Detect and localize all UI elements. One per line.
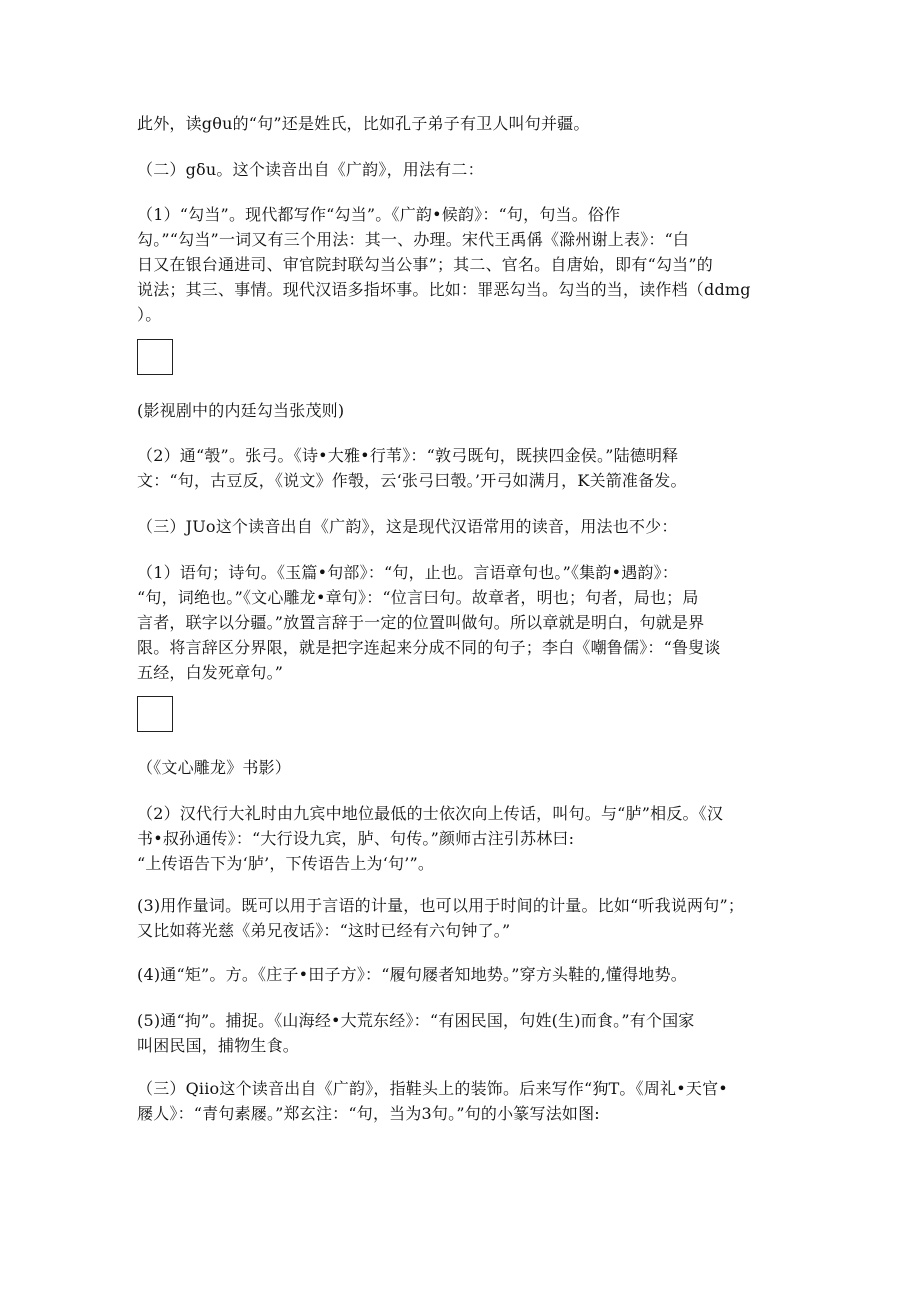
text-line: 书•叔孙通传》：“大行设九宾，胪、句传。”颜师古注引苏林曰: [137,829,575,848]
paragraph-sentence [137,560,787,685]
text-line: (3)用作量词。既可以用于言语的计量，也可以用于时间的计量。比如“听我说两句”； [137,896,745,915]
text-line: 限。将言辞区分界限，就是把字连起来分成不同的句子；李白《嘲鲁儒》：“鲁叟谈 [137,638,721,657]
paragraph-ju-capture [137,1008,787,1058]
paragraph-ju-square [137,962,787,987]
text-line: (4)通“矩”。方。《庄子•田子方》：“履句屦者知地势。”穿方头鞋的,懂得地势。 [137,965,687,984]
text-line: 又比如蒋光慈《弟兄夜话》：“这时已经有六句钟了。” [137,921,511,940]
paragraph-gou-bow [137,443,787,493]
image-placeholder [137,696,173,732]
paragraph-section-two-heading [137,157,787,182]
paragraph-goudang [137,202,787,327]
text-line: (5)通“拘”。捕捉。《山海经•大荒东经》：“有困民国，句姓(生)而食。”有个国家 [137,1011,695,1030]
text-line: 此外，读gθu的“句”还是姓氏，比如孔子弟子有卫人叫句并疆。 [137,114,590,133]
image-caption [137,398,787,423]
text-line: （二）gδu。这个读音出自《广韵》，用法有二： [137,160,484,179]
text-line: “句，词绝也。”《文心雕龙•章句》：“位言曰句。故章者，明也；句者，局也；局 [137,588,699,607]
text-line: 叫困民国，捕物生食。 [137,1036,300,1055]
text-line: 屦人》：“青句素屦。”郑玄注：“句，当为3句。”句的小篆写法如图: [137,1104,600,1123]
text-line: 文：“句，古豆反，《说文》作彀，云‘张弓曰彀。’开弓如满月，K关箭准备发。 [137,471,687,490]
image-placeholder [137,339,173,375]
text-line: （1）语句；诗句。《玉篇•句部》：“句，止也。言语章句也。”《集韵•遇韵》： [137,563,679,582]
text-line: （《文心雕龙》书影） [137,758,292,777]
text-line: 五经，白发死章句。” [137,663,284,682]
text-line: （三）JUo这个读音出自《广韵》，这是现代汉语常用的读音，用法也不少： [137,517,678,536]
text-line: 日又在银台通进司、审官院封联勾当公事”；其二、官名。自唐始，即有“勾当”的 [137,255,713,274]
paragraph-surname-note [137,111,787,136]
paragraph-qu-shoe [137,1076,787,1126]
text-line: （三）Qiio这个读音出自《广韵》，指鞋头上的装饰。后来写作“狗T。《周礼•天官• [137,1079,728,1098]
text-line: ）。 [137,305,162,324]
image-caption [137,755,787,780]
text-line: （2）汉代行大礼时由九宾中地位最低的士依次向上传话，叫句。与“胪”相反。《汉 [137,804,724,823]
text-line: （2）通“彀”。张弓。《诗•大雅•行苇》：“敦弓既句，既挟四金侯。”陆德明释 [137,446,679,465]
text-line: 说法；其三、事情。现代汉语多指坏事。比如：罪恶勾当。勾当的当，读作档（ddmg [137,280,751,299]
paragraph-section-three-heading [137,514,787,539]
text-line: “上传语告下为‘胪’，下传语告上为‘句’”。 [137,854,435,873]
paragraph-measure-word [137,893,787,943]
paragraph-jiubin [137,801,787,876]
text-line: 言者，联字以分疆。”放置言辞于一定的位置叫做句。所以章就是明白，句就是界 [137,613,705,632]
text-line: 勾。”“勾当”一词又有三个用法：其一、办理。宋代王禹偁《滁州谢上表》：“白 [137,230,690,249]
text-line: (影视剧中的内廷勾当张茂则) [137,401,345,420]
text-line: （1）“勾当”。现代都写作“勾当”。《广韵•候韵》：“句，句当。俗作 [137,205,621,224]
